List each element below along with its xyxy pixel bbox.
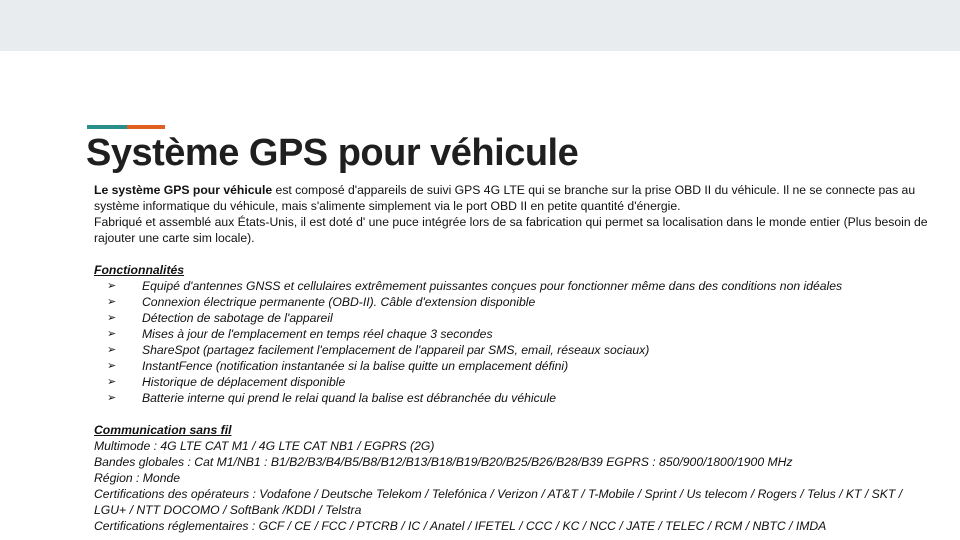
feature-text: Historique de déplacement disponible bbox=[142, 375, 346, 389]
feature-item bbox=[94, 374, 930, 390]
intro-bold-lead: Le système GPS pour véhicule bbox=[94, 183, 273, 197]
arrow-bullet-icon: ➢ bbox=[107, 392, 117, 404]
intro-text bbox=[94, 182, 930, 246]
feature-item bbox=[94, 310, 930, 326]
communication-line: Certifications des opérateurs : Vodafone / Deutsche Telekom / Telefónica / Verizon / AT&T / T-Mobile / Sprint / Us telecom / Rogers / Telus / KT / SKT / LGU+ / NTT DOCOMO / SoftBank /KDDI / Telstra bbox=[94, 487, 903, 517]
accent-bar-orange bbox=[127, 125, 165, 129]
feature-item bbox=[94, 390, 930, 406]
arrow-bullet-icon: ➢ bbox=[107, 312, 117, 324]
arrow-bullet-icon: ➢ bbox=[107, 328, 117, 340]
top-banner bbox=[0, 0, 960, 51]
communication-line: Région : Monde bbox=[94, 471, 181, 485]
communication-line: Certifications réglementaires : GCF / CE / FCC / PTCRB / IC / Anatel / IFETEL / CCC / KC / NCC / JATE / TELEC / RCM / NBTC / IMDA bbox=[94, 519, 827, 533]
feature-item bbox=[94, 358, 930, 374]
feature-item bbox=[94, 278, 930, 294]
intro-paragraph-1-text: est composé d'appareils de suivi GPS 4G LTE qui se branche sur la prise OBD II du véhicule. Il ne se connecte pas au système informatique du véhicule, mais s'alimente simplement via le port OBD II en petite quantité d'énergie. bbox=[94, 183, 916, 213]
feature-text: Mises à jour de l'emplacement en temps réel chaque 3 secondes bbox=[142, 327, 493, 341]
communication-list bbox=[94, 438, 930, 534]
feature-text: Connexion électrique permanente (OBD-II). Câble d'extension disponible bbox=[142, 295, 536, 309]
arrow-bullet-icon: ➢ bbox=[107, 376, 117, 388]
arrow-bullet-icon: ➢ bbox=[107, 360, 117, 372]
feature-item bbox=[94, 294, 930, 310]
feature-text: ShareSpot (partagez facilement l'emplacement de l'appareil par SMS, email, réseaux sociaux) bbox=[142, 343, 650, 357]
feature-item bbox=[94, 342, 930, 358]
communication-line: Bandes globales : Cat M1/NB1 : B1/B2/B3/B4/B5/B8/B12/B13/B18/B19/B20/B25/B26/B28/B39 EGPRS : 850/900/1800/1900 MHz bbox=[94, 455, 793, 469]
accent-bar-teal bbox=[87, 125, 127, 129]
intro-paragraph-1 bbox=[94, 182, 930, 214]
feature-text: InstantFence (notification instantanée si la balise quitte un emplacement défini) bbox=[142, 359, 569, 373]
feature-text: Batterie interne qui prend le relai quand la balise est débranchée du véhicule bbox=[142, 391, 556, 405]
intro-paragraph-2: Fabriqué et assemblé aux États-Unis, il est doté d' une puce intégrée lors de sa fabrication qui permet sa localisation dans le monde entier (Plus besoin de rajouter une carte sim locale). bbox=[94, 215, 928, 245]
feature-item bbox=[94, 326, 930, 342]
arrow-bullet-icon: ➢ bbox=[107, 344, 117, 356]
slide-title: Système GPS pour véhicule bbox=[86, 132, 579, 174]
arrow-bullet-icon: ➢ bbox=[107, 280, 117, 292]
features-heading: Fonctionnalités bbox=[94, 263, 185, 277]
communication-heading: Communication sans fil bbox=[94, 423, 232, 437]
feature-text: Equipé d'antennes GNSS et cellulaires extrêmement puissantes conçues pour fonctionner même dans des conditions non idéales bbox=[142, 279, 843, 293]
feature-text: Détection de sabotage de l'appareil bbox=[142, 311, 333, 325]
slide-body bbox=[94, 182, 930, 534]
communication-line: Multimode : 4G LTE CAT M1 / 4G LTE CAT NB1 / EGPRS (2G) bbox=[94, 439, 435, 453]
features-list bbox=[94, 278, 930, 406]
arrow-bullet-icon: ➢ bbox=[107, 296, 117, 308]
